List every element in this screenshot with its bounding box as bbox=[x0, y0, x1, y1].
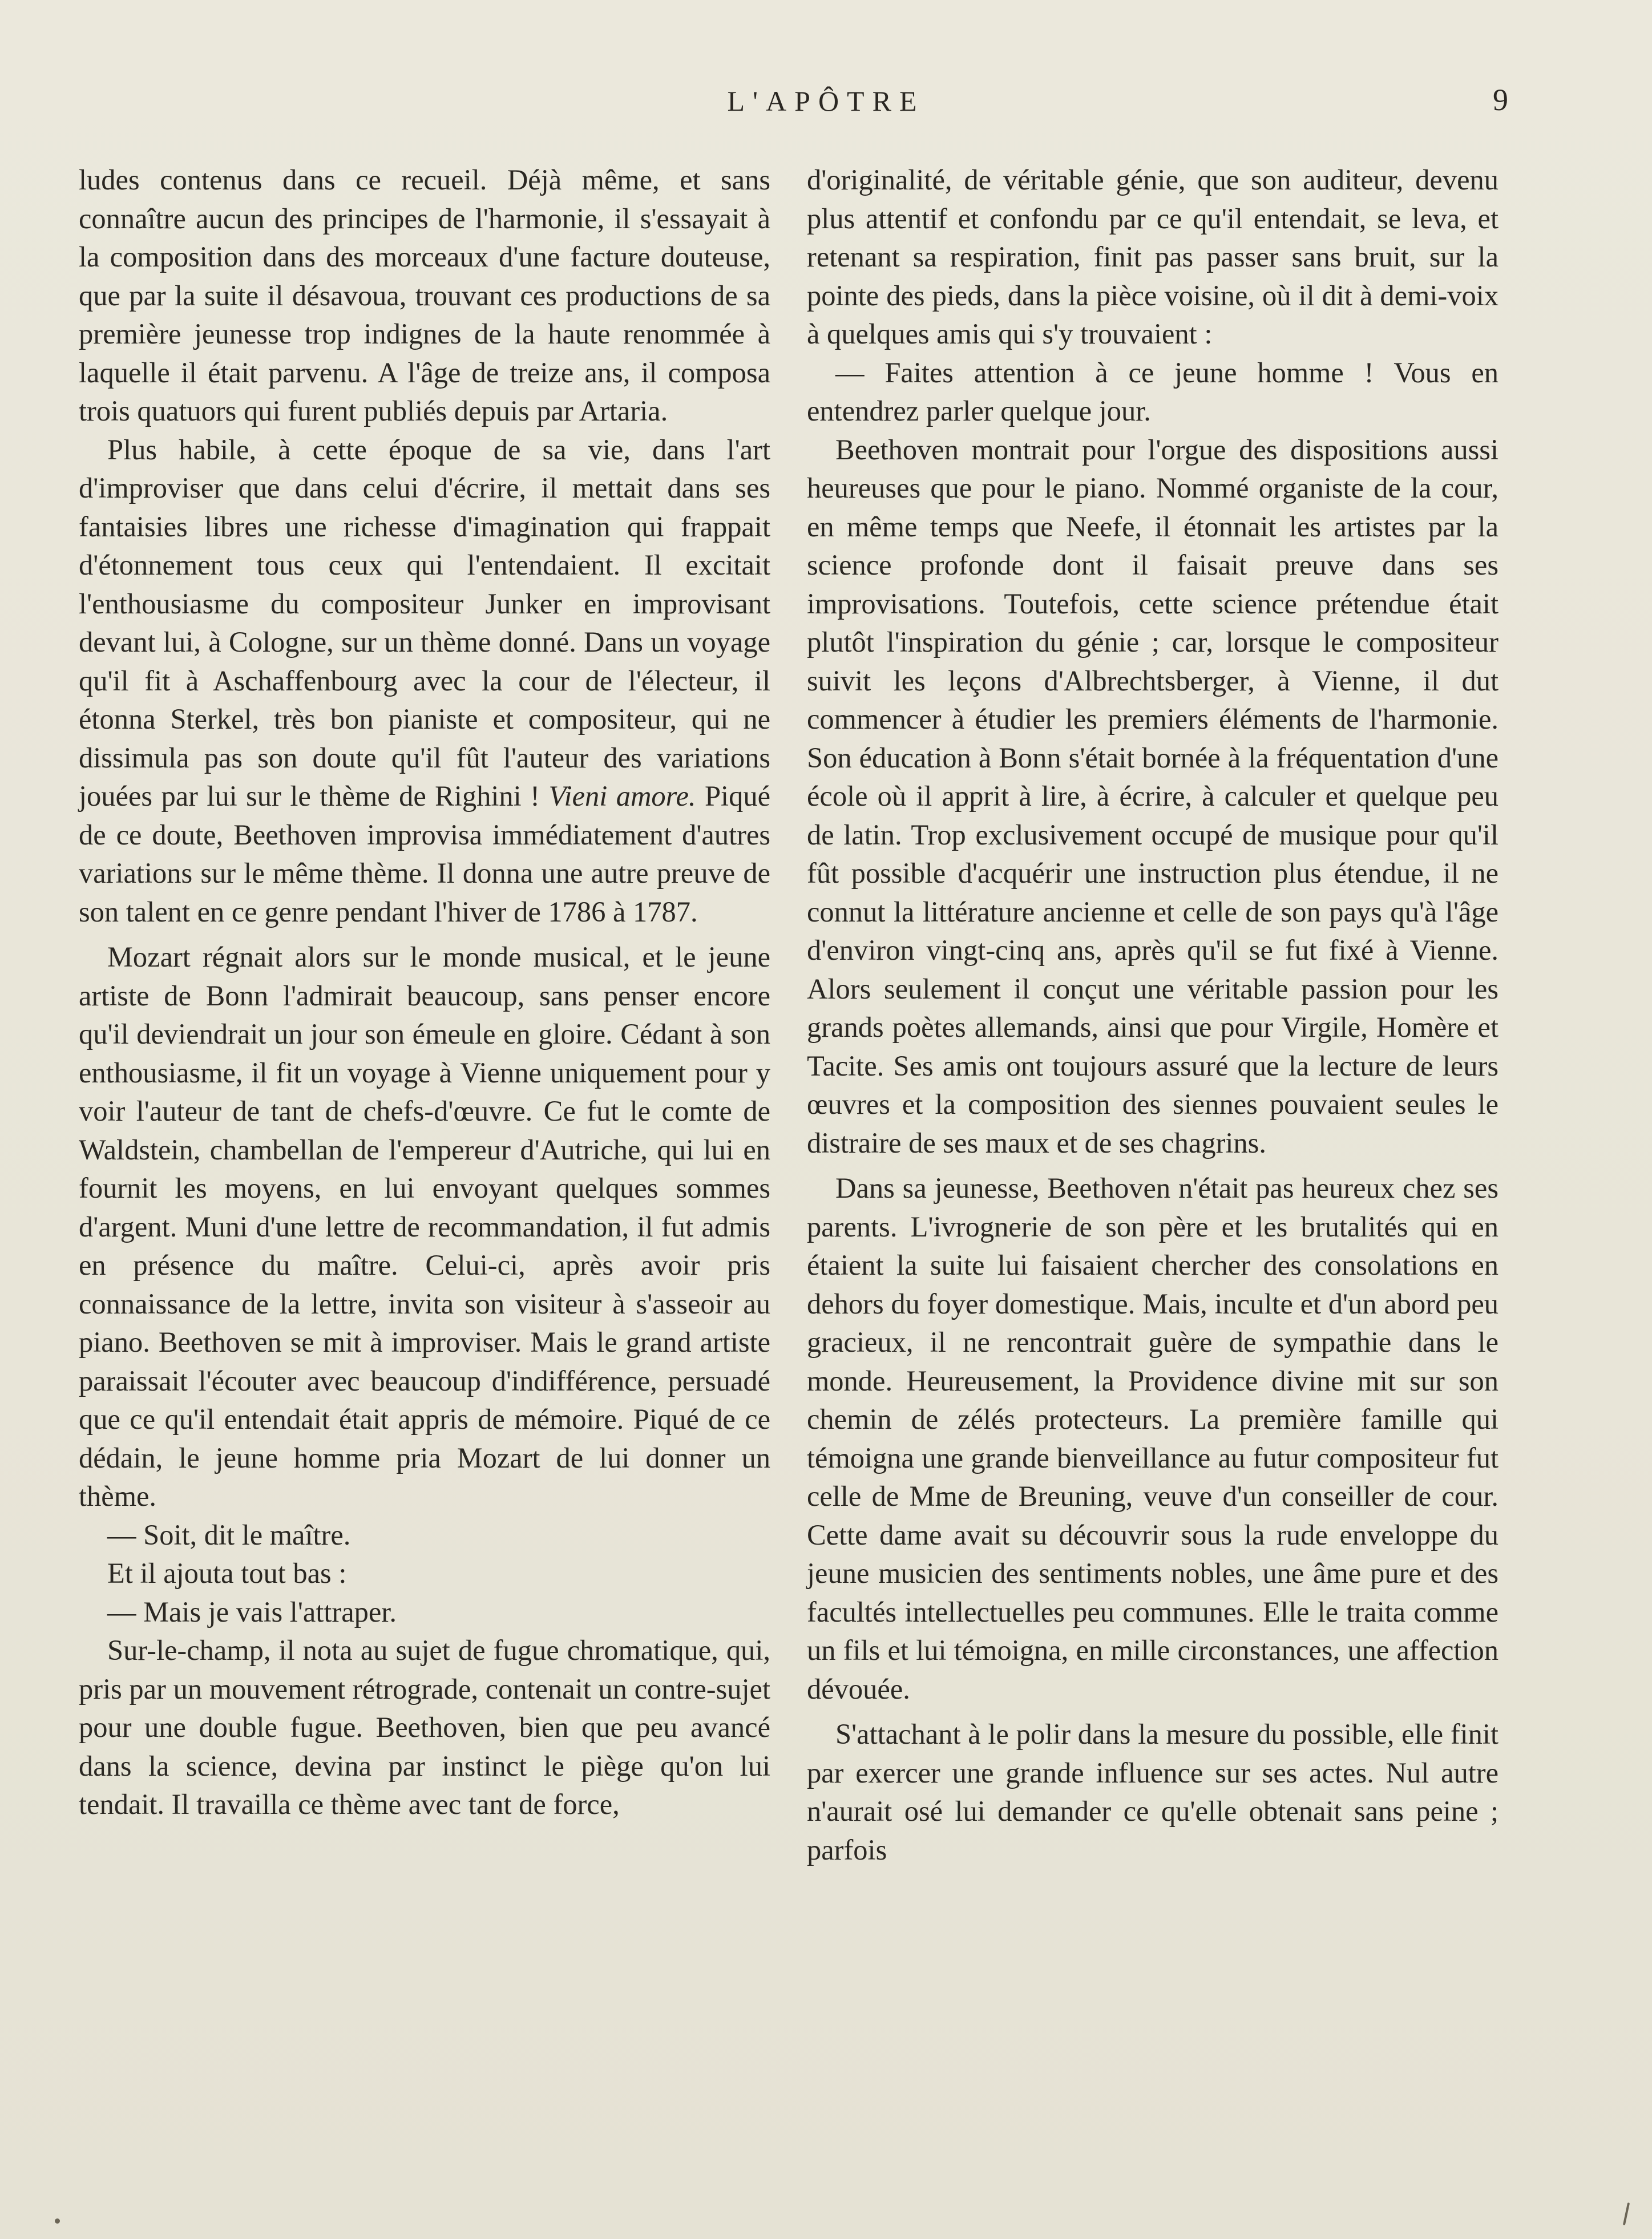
paper-speck bbox=[55, 2218, 60, 2224]
dialogue-line: — Soit, dit le maître. bbox=[107, 1518, 351, 1551]
paragraph: Et il ajouta tout bas : bbox=[107, 1557, 347, 1589]
dialogue-line: — Mais je vais l'attraper. bbox=[107, 1595, 397, 1628]
paragraph: Mozart régnait alors sur le monde musical, et le jeune artiste de Bonn l'admirait beaucoup, sans penser encore qu'il deviendrait un jour son émeule en gloire. Cédant à son enthousiasme, il fit un voyage à Vienne uniquement pour y voir l'auteur de tant de chefs-d'œuvre. Ce fut le comte de Waldstein, chambellan de l'empereur d'Autriche, qui lui en fournit les moyens, en lui envoyant quelques sommes d'argent. Muni d'une lettre de recommandation, il fut admis en présence du maître. Celui-ci, après avoir pris connaissance de la lettre, invita son visiteur à s'asseoir au piano. Beethoven se mit à improviser. Mais le grand artiste paraissait l'écouter avec beaucoup d'indifférence, persuadé que ce qu'il entendait était appris de mémoire. Piqué de ce dédain, le jeune homme pria Mozart de lui donner un thème. bbox=[79, 941, 770, 1512]
paragraph: ludes contenus dans ce recueil. Déjà même, et sans connaître aucun des principes de l'harmonie, il s'essayait à la composition dans des morceaux d'une facture douteuse, que par la suite il désavoua, trouvant ces productions de sa première jeunesse trop indignes de la haute renommée à laquelle il était parvenu. A l'âge de treize ans, il composa trois quatuors qui furent publiés depuis par Artaria. bbox=[79, 164, 770, 427]
paragraph bbox=[79, 431, 770, 932]
running-title: L'APÔTRE bbox=[727, 85, 925, 117]
paragraph-text: Plus habile, à cette époque de sa vie, dans l'art d'improviser que dans celui d'écrire, il mettait dans ses fantaisies libres une richesse d'imagination qui frappait d'étonnement tous ceux qui l'entendaient. Il excitait l'enthousiasme du compositeur Junker en improvisant devant lui, à Cologne, sur un thème donné. Dans un voyage qu'il fit à Aschaffenbourg avec la cour de l'électeur, il étonna Sterkel, très bon pianiste et compositeur, qui ne dissimula pas son doute qu'il fût l'auteur des variations jouées par lui sur le thème de Righini ! bbox=[79, 433, 770, 812]
left-column bbox=[79, 161, 770, 1824]
page-number: 9 bbox=[1493, 83, 1508, 117]
paper-speck bbox=[1623, 2202, 1630, 2225]
paragraph: S'attachant à le polir dans la mesure du possible, elle finit par exercer une grande influence sur ses actes. Nul autre n'aurait osé lui demander ce qu'elle obtenait sans peine ; parfois bbox=[807, 1718, 1498, 1866]
running-head bbox=[0, 79, 1652, 124]
paragraph: Sur-le-champ, il nota au sujet de fugue chromatique, qui, pris par un mouvement rétrograde, contenait un contre-sujet pour une double fugue. Beethoven, bien que peu avancé dans la science, devina par instinct le piège qu'on lui tendait. Il travailla ce thème avec tant de force, bbox=[79, 1634, 770, 1820]
right-column bbox=[807, 161, 1498, 1869]
paragraph: Dans sa jeunesse, Beethoven n'était pas heureux chez ses parents. L'ivrognerie de son père et les brutalités qui en étaient la suite lui faisaient chercher des consolations en dehors du foyer domestique. Mais, inculte et d'un abord peu gracieux, il ne rencontrait guère de sympathie dans le monde. Heureusement, la Providence divine mit sur son chemin de zélés protecteurs. La première famille qui témoigna une grande bienveillance au futur compositeur fut celle de Mme de Breuning, veuve d'un conseiller de cour. Cette dame avait su découvrir sous la rude enveloppe du jeune musicien des sentiments nobles, une âme pure et des facultés intellectuelles peu communes. Elle le traita comme un fils et lui témoigna, en mille circonstances, une affection dévouée. bbox=[807, 1172, 1498, 1705]
dialogue-line: — Faites attention à ce jeune homme ! Vous en entendrez parler quelque jour. bbox=[807, 356, 1498, 427]
paragraph: d'originalité, de véritable génie, que son auditeur, devenu plus attentif et confondu par ce qu'il entendait, se leva, et retenant sa respiration, finit pas passer sans bruit, sur la pointe des pieds, dans la pièce voisine, où il dit à demi-voix à quelques amis qui s'y trouvaient : bbox=[807, 164, 1498, 350]
italic-title: Vieni amore. bbox=[548, 780, 696, 812]
paragraph-text: Piqué de ce doute, Beethoven improvisa immédiatement d'autres variations sur le même thème. Il donna une autre preuve de son talent en ce genre pendant l'hiver de 1786 à 1787. bbox=[79, 780, 770, 928]
paragraph: Beethoven montrait pour l'orgue des dispositions aussi heureuses que pour le piano. Nommé organiste de la cour, en même temps que Neefe, il étonnait les artistes par la science profonde dont il faisait preuve dans ses improvisations. Toutefois, cette science prétendue était plutôt l'inspiration du génie ; car, lorsque le compositeur suivit les leçons d'Albrechtsberger, à Vienne, il dut commencer à étudier les premiers éléments de l'harmonie. Son éducation à Bonn s'était bornée à la fréquentation d'une école où il apprit à lire, à écrire, à calculer et quelque peu de latin. Trop exclusivement occupé de musique pour qu'il fût possible d'acquérir une instruction plus étendue, il ne connut la littérature ancienne et celle de son pays qu'à l'âge d'environ vingt-cinq ans, après qu'il se fut fixé à Vienne. Alors seulement il conçut une véritable passion pour les grands poètes allemands, ainsi que pour Virgile, Homère et Tacite. Ses amis ont toujours assuré que la lecture de leurs œuvres et la composition des siennes pouvaient seules le distraire de ses maux et de ses chagrins. bbox=[807, 433, 1498, 1159]
